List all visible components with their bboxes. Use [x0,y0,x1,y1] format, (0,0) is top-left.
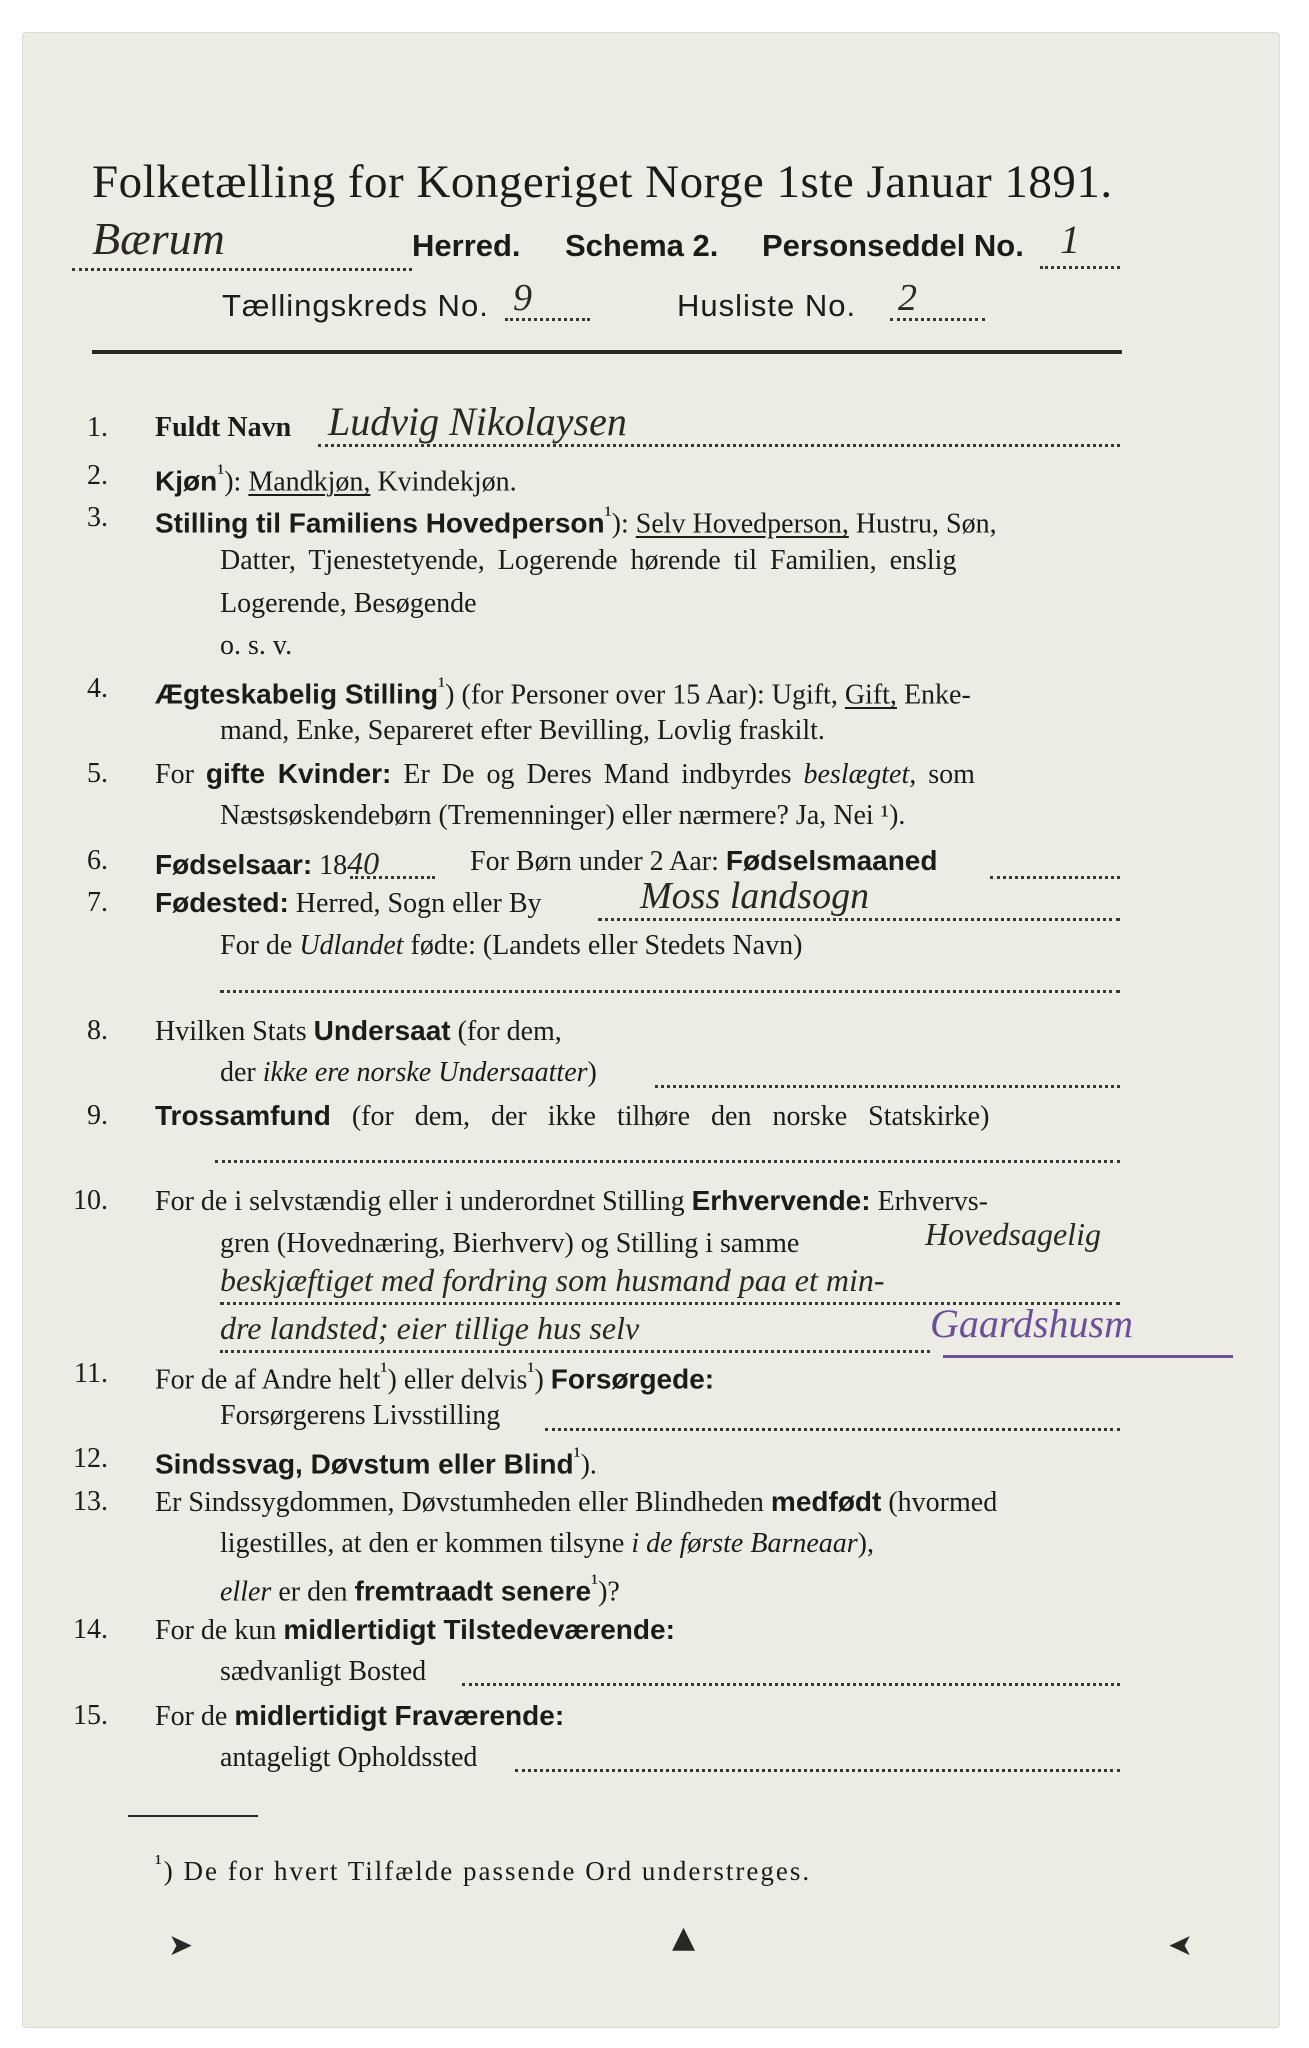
q11-dotted-line [545,1428,1120,1431]
q5-number: 5. [87,758,108,789]
q3-line1 [155,502,997,540]
q6-prefix: 18 [319,850,348,881]
q3-sup: ¹ [604,502,612,528]
husliste-label: Husliste No. [677,288,857,323]
q8-line1 [155,1015,562,1048]
q13-line2-tail: ), [857,1528,874,1559]
q7-line2-italic: Udlandet [299,930,404,961]
q4-line1-tail: Enke- [903,679,971,711]
q8-line2-italic: ikke ere norske Undersaatter [262,1057,588,1088]
personseddel-dotted-line [1040,266,1120,269]
q13-line2-italic: i de første Barneaar [631,1528,858,1559]
q7-value: Moss landsogn [640,875,870,917]
q3-rest: ): [611,508,629,540]
q10-violet-underline [943,1355,1233,1358]
q11-mid: ) eller delvis [387,1364,528,1396]
q2-label: Kjøn [155,465,218,497]
q15-bold: midlertidigt Fraværende: [234,1700,565,1731]
q6-line [155,845,379,882]
q3-line4: o. s. v. [220,630,293,661]
q13-number: 13. [73,1486,108,1517]
q11-number: 11. [74,1358,108,1389]
q10-line1 [155,1185,988,1218]
q4-line1 [155,673,971,711]
q11-mid2: ) [534,1364,544,1396]
q12-number: 12. [73,1443,108,1474]
q6-month-dots [990,876,1120,879]
q10-handwriting-3: dre landsted; eier tillige hus selv [220,1310,640,1346]
q15-number: 15. [73,1700,108,1731]
q13-line3-mid: er den [278,1576,348,1608]
personseddel-value: 1 [1060,217,1080,262]
q11-sup1: ¹ [380,1358,388,1384]
kreds-label: Tællingskreds No. [222,288,489,323]
q13-line2-pre: ligestilles, at den er kommen tilsyne [220,1528,625,1559]
q5-italic: beslægtet, [803,759,917,790]
q11-bold: Forsørgede: [550,1363,715,1395]
q15-dotted-line [515,1769,1120,1772]
q9-number: 9. [87,1100,108,1131]
q6-tail-bold: Fødselsmaaned [725,845,938,876]
q10-number: 10. [73,1185,108,1216]
q10-bold: Erhvervende: [691,1185,871,1216]
q7-label: Fødested: [155,887,289,918]
q12-bold: Sindssvag, Døvstum eller Blind [155,1448,574,1480]
q12-tail: ). [580,1449,597,1481]
q13-pre: Er Sindssygdommen, Døvstumheden eller Blindheden [155,1487,764,1518]
q14-line2: sædvanligt Bosted [220,1656,427,1687]
q1-number: 1. [87,412,108,443]
q10-tail: Erhvervs- [877,1186,988,1217]
q2-option-mandkjon: Mandkjøn, [248,466,371,498]
q13-tail: (hvormed [888,1487,998,1518]
q13-line3-bold: fremtraadt senere [354,1575,592,1607]
husliste-value: 2 [898,277,917,319]
q11-line1 [155,1358,714,1396]
footnote-text: ) De for hvert Tilfælde passende Ord understreges. [163,1856,812,1886]
q5-line2: Næstsøskendebørn (Tremenninger) eller nærmere? Ja, Nei ¹). [220,800,906,831]
footnote-sup: ¹ [155,1850,164,1875]
q15-pre: For de [155,1701,228,1732]
q14-pre: For de kun [155,1615,277,1646]
q14-dotted-line [462,1683,1120,1686]
q10-handwriting-1: Hovedsagelig [925,1216,1101,1252]
q10-dotted-line-3 [220,1350,930,1353]
q7-line1 [155,887,542,920]
q7-extra-dotted-line [220,990,1120,993]
kreds-value: 9 [513,277,532,319]
q6-year-dots [350,876,435,879]
q3-label: Stilling til Familiens Hovedperson [155,507,605,539]
q9-tail: (for dem, der ikke tilhøre den norske Statskirke) [351,1101,990,1132]
q6-label: Fødselsaar: [155,849,313,880]
q7-number: 7. [87,887,108,918]
kreds-dotted-line [505,318,590,321]
q5-tail: som [928,759,975,790]
registration-mark-right-icon: ➤ [1168,1928,1194,1963]
q12-sup: ¹ [573,1443,581,1469]
q10-handwriting-2: beskjæftiget med fordring som husmand paa et min- [220,1262,885,1298]
footnote [155,1850,811,1887]
q3-line3: Logerende, Besøgende [220,588,477,619]
q10-handwriting-violet: Gaardshusm [930,1301,1133,1346]
q8-pre: Hvilken Stats [155,1016,307,1047]
q3-line1-tail: Hustru, Søn, [855,508,997,540]
husliste-dotted-line [890,318,985,321]
footnote-rule [128,1815,258,1817]
form-title: Folketælling for Kongeriget Norge 1ste Januar 1891. [92,156,1113,208]
q14-line1 [155,1614,675,1647]
q6-number: 6. [87,845,108,876]
herred-dotted-line [72,268,412,271]
q2-option-kvindekjon: Kvindekjøn. [377,466,517,498]
schema-label: Schema 2. [565,228,719,263]
q3-number: 3. [87,502,108,533]
q13-line3-italic: eller [220,1576,272,1608]
q8-number: 8. [87,1015,108,1046]
q12-line [155,1443,597,1481]
registration-mark-left-icon: ➤ [168,1928,194,1963]
herred-label: Herred. [412,228,521,263]
q13-line2 [220,1528,874,1560]
q14-bold: midlertidigt Tilstedeværende: [283,1614,675,1645]
q5-mid: Er De og Deres Mand indbyrdes [403,759,792,790]
q2-rest: ): [224,466,242,498]
q2-sup: ¹ [217,460,225,486]
q9-dotted-line [215,1160,1120,1163]
q13-line3-tail: )? [598,1576,620,1608]
q15-line2: antageligt Opholdssted [220,1742,478,1773]
q4-number: 4. [87,673,108,704]
q4-label: Ægteskabelig Stilling [155,678,439,710]
q14-number: 14. [73,1614,108,1645]
q5-pre: For [155,759,194,790]
q5-bold: gifte Kvinder: [205,758,392,789]
q8-line2-pre: der [220,1057,256,1088]
q10-line2: gren (Hovednæring, Bierhverv) og Stilling i samme [220,1228,800,1259]
q1-label: Fuldt Navn [155,412,292,443]
q7-dotted-line [598,918,1120,921]
q4-line2: mand, Enke, Separeret efter Bevilling, Lovlig fraskilt. [220,715,825,746]
q2-number: 2. [87,460,108,491]
q8-bold: Undersaat [313,1015,451,1046]
q15-line1 [155,1700,564,1733]
q11-sup2: ¹ [527,1358,535,1384]
q9-line [155,1100,989,1133]
q1-dotted-line [318,444,1120,447]
registration-mark-center-icon: ▲ [672,1920,696,1955]
q6-value: 40 [347,845,380,881]
q13-line1 [155,1486,997,1519]
header-rule [92,350,1122,354]
q1-value: Ludvig Nikolaysen [328,399,627,444]
q8-dotted-line [655,1085,1120,1088]
q2-line [155,460,517,498]
q6-tail-pre: For Børn under 2 Aar: [470,846,719,877]
q9-bold: Trossamfund [155,1100,331,1131]
q13-line3 [220,1570,620,1608]
q8-line2-tail: ) [587,1057,597,1088]
q7-line2 [220,930,802,962]
herred-value: Bærum [92,213,225,264]
q11-pre: For de af Andre helt [155,1364,381,1396]
personseddel-label: Personseddel No. [762,228,1024,263]
q8-tail: (for dem, [457,1016,562,1047]
q7-line2-pre: For de [220,930,293,961]
q5-line1 [155,758,975,791]
q11-line2: Forsørgerens Livsstilling [220,1400,501,1431]
q7-line1-text: Herred, Sogn eller By [295,888,542,919]
q4-sup: ¹ [438,673,446,699]
q10-pre: For de i selvstændig eller i underordnet Stilling [155,1186,685,1217]
q3-line2: Datter, Tjenestetyende, Logerende hørende til Familien, enslig [220,545,957,576]
q8-line2 [220,1057,597,1089]
q13-bold: medfødt [770,1486,882,1517]
q13-line3-sup: ¹ [591,1570,599,1596]
q4-line1-mid: ) (for Personer over 15 Aar): Ugift, [445,679,838,711]
q3-selected-option: Selv Hovedperson, [635,508,849,540]
q7-line2-tail: fødte: (Landets eller Stedets Navn) [410,930,803,961]
q4-selected-option: Gift, [844,679,897,711]
